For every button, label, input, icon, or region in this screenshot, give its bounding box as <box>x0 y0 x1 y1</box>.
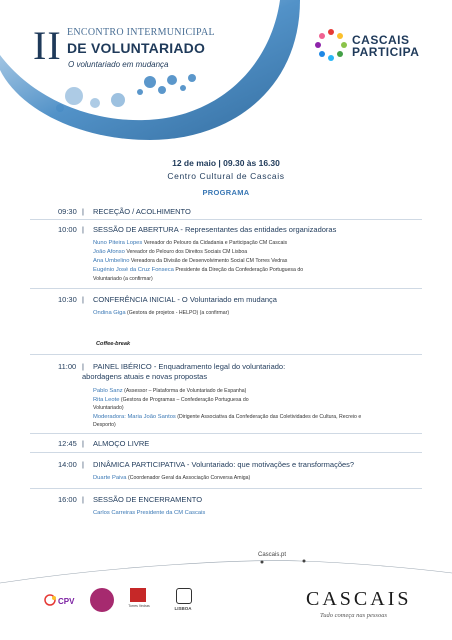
divider <box>30 354 422 355</box>
separator: | <box>82 225 84 234</box>
cascais-participa-logo-icon <box>314 28 348 62</box>
session-title: PAINEL IBÉRICO - Enquadramento legal do voluntariado: <box>93 362 286 371</box>
cpv-text: CPV <box>58 597 75 606</box>
website-link[interactable]: Cascais.pt <box>258 552 287 558</box>
speaker-role-continued: Desporto) <box>93 422 116 428</box>
divider <box>30 433 422 434</box>
speaker-name: Rita Leote <box>93 397 120 403</box>
session-time: 12:45 <box>58 439 77 448</box>
brand-line2: PARTICIPA <box>352 45 420 59</box>
speaker-name: Nuno Piteira Lopes <box>93 240 143 246</box>
speaker-entry <box>93 240 287 247</box>
speaker-entry <box>93 475 250 482</box>
speaker-role: Vereador do Pelouro da Cidadania e Participação CM Cascais <box>143 240 288 246</box>
cpv-logo-icon <box>40 592 80 608</box>
separator: | <box>82 362 84 371</box>
divider <box>30 452 422 453</box>
cascais-brand-wordmark: CASCAIS <box>306 588 412 610</box>
speaker-name: Moderadora: Maria João Santos <box>93 414 176 420</box>
speaker-entry <box>93 388 246 395</box>
session-time: 16:00 <box>58 495 77 504</box>
edition-roman-numeral: II <box>33 23 62 68</box>
speaker-role: Vereador do Pelouro dos Direitos Sociais CM Lisboa <box>126 249 248 255</box>
session-time: 14:00 <box>58 460 77 469</box>
lisboa-label: LISBOA <box>174 606 192 611</box>
speaker-entry <box>93 267 303 274</box>
separator: | <box>82 207 84 216</box>
session-time: 09:30 <box>58 207 77 216</box>
event-title-line1: ENCONTRO INTERMUNICIPAL <box>67 27 215 38</box>
divider <box>30 219 422 220</box>
speaker-name: Carlos Carreiras <box>93 510 136 516</box>
speaker-entry <box>93 397 249 404</box>
session-time: 10:30 <box>58 295 77 304</box>
divider <box>30 488 422 489</box>
speaker-role: Vereadora da Divisão de Desenvolvimento Social CM Torres Vedras <box>130 258 288 264</box>
event-subtitle: O voluntariado em mudança <box>68 60 169 69</box>
torres-vedras-crest-icon <box>130 588 146 602</box>
session-title: DINÂMICA PARTICIPATIVA - Voluntariado: que motivações e transformações? <box>93 460 355 469</box>
program-heading: PROGRAMA <box>202 188 250 197</box>
speaker-entry <box>93 310 229 317</box>
speaker-role: Presidente da Direção da Confederação Portuguesa do <box>175 267 304 273</box>
separator: | <box>82 460 84 469</box>
footer-curve-line <box>0 555 452 585</box>
separator: | <box>82 439 84 448</box>
association-logo <box>90 588 114 612</box>
separator: | <box>82 295 84 304</box>
speaker-role: (Coordenador Geral da Associação Conversa Amiga) <box>127 475 251 481</box>
torres-vedras-label: Torres Vedras <box>128 604 150 608</box>
event-venue: Centro Cultural de Cascais <box>167 171 285 181</box>
speaker-name: Pablo Sanz <box>93 388 123 394</box>
speaker-name: Eugénio José da Cruz Fonseca <box>93 267 174 273</box>
session-time: 10:00 <box>58 225 77 234</box>
session-title: SESSÃO DE ENCERRAMENTO <box>93 495 203 504</box>
event-date: 12 de maio | 09.30 às 16.30 <box>172 158 280 168</box>
speaker-role: (Gestora de projetos - HELPO) (a confirmar) <box>127 310 230 316</box>
lisboa-crest-icon <box>176 588 192 604</box>
closing-speaker-entry <box>93 510 205 517</box>
speaker-name: Ana Umbelino <box>93 258 130 264</box>
event-title-line2: DE VOLUNTARIADO <box>67 40 206 56</box>
session-title: CONFERÊNCIA INICIAL - O Voluntariado em mudança <box>93 295 277 304</box>
brand-line1: CASCAIS <box>352 33 410 47</box>
coffee-break-label: Coffee-break <box>96 341 131 347</box>
speaker-role-continued: Voluntariado (a confirmar) <box>93 276 153 282</box>
speaker-name: Duarte Paiva <box>93 475 127 481</box>
speaker-role: (Assessor – Plataforma de Voluntariado de Espanha) <box>124 388 247 394</box>
speaker-role-continued: Voluntariado) <box>93 405 124 411</box>
session-title: ALMOÇO LIVRE <box>93 439 150 448</box>
cpv-logo <box>40 592 80 613</box>
separator: | <box>82 495 84 504</box>
session-title: RECEÇÃO / ACOLHIMENTO <box>93 207 191 216</box>
session-time: 11:00 <box>58 362 77 371</box>
speaker-role: (Dirigente Associativa da Confederação das Coletividades de Cultura, Recreio e <box>177 414 362 420</box>
speaker-entry <box>93 414 361 421</box>
divider <box>30 288 422 289</box>
speaker-entry <box>93 258 287 265</box>
speaker-role: (Gestora de Programas – Confederação Portuguesa do <box>120 397 249 403</box>
session-title-continued: abordagens atuais e novas propostas <box>82 372 208 381</box>
speaker-name: João Afonso <box>93 249 125 255</box>
session-title: SESSÃO DE ABERTURA - Representantes das entidades organizadoras <box>93 225 337 234</box>
speaker-role: Presidente da CM Cascais <box>136 510 206 516</box>
cascais-participa-brand <box>352 34 419 58</box>
speaker-name: Ondina Giga <box>93 310 126 316</box>
header-swirl-graphic <box>0 0 452 160</box>
cascais-tagline: Tudo começa nas pessoas <box>320 612 387 619</box>
speaker-entry <box>93 249 247 256</box>
